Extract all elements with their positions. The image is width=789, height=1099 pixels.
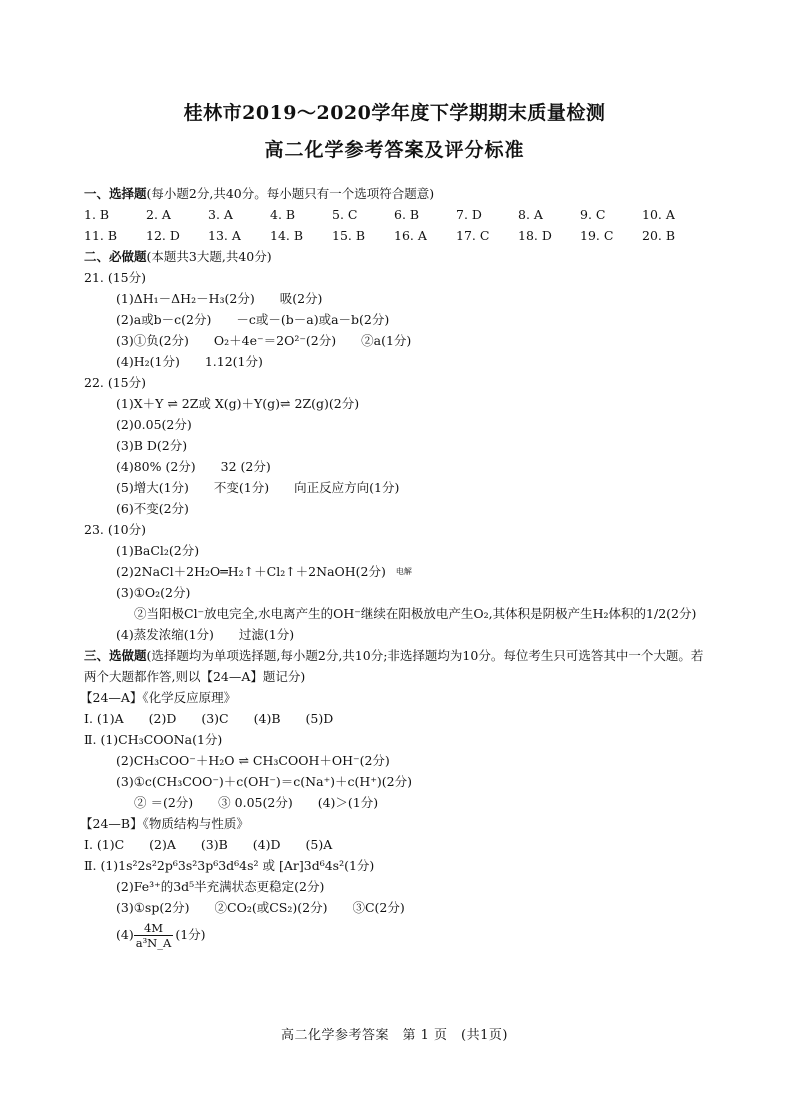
q22-answer-2: (2)0.05(2分)	[116, 417, 192, 432]
fraction-denominator: a³N_A	[135, 936, 172, 950]
electrolysis-condition: 电解	[395, 567, 412, 576]
mc-answer: 2. A	[146, 207, 171, 222]
q21-answer-1: (1)ΔH₁－ΔH₂－H₃(2分) 吸(2分)	[116, 291, 323, 306]
section2-heading: 二、必做题	[84, 249, 147, 264]
mc-answer: 3. A	[208, 207, 233, 222]
mc-answer: 18. D	[518, 228, 552, 243]
q23-answer-5: (4)蒸发浓缩(1分) 过滤(1分)	[116, 627, 295, 642]
section3-heading-block	[84, 645, 709, 687]
mc-answer: 13. A	[208, 228, 241, 243]
fraction	[134, 921, 174, 950]
page-footer: 高二化学参考答案 第 1 页 (共1页)	[281, 1028, 508, 1043]
elective-b-answer-3: (2)Fe³⁺的3d⁵半充满状态更稳定(2分)	[116, 879, 325, 894]
q22-answer-1: (1)X＋Y ⇌ 2Z或 X(g)＋Y(g)⇌ 2Z(g)(2分)	[116, 396, 360, 411]
elective-b-answer-4: (3)①sp(2分) ②CO₂(或CS₂)(2分) ③C(2分)	[116, 900, 405, 915]
mc-answer: 10. A	[642, 207, 675, 222]
q21-answer-3: (3)①负(2分) O₂＋4e⁻＝2O²⁻(2分) ②a(1分)	[116, 333, 412, 348]
elective-b-answer-2: Ⅱ. (1)1s²2s²2p⁶3s²3p⁶3d⁶4s² 或 [Ar]3d⁶4s²(1分)	[84, 858, 375, 873]
q21-label: 21. (15分)	[84, 270, 147, 285]
mc-answer: 1. B	[84, 207, 110, 222]
elective-a-title: 【24—A】《化学反应原理》	[80, 690, 237, 705]
mc-row-1	[84, 204, 714, 225]
section1-note: (每小题2分,共40分。每小题只有一个选项符合题意)	[146, 186, 435, 201]
mc-answer: 12. D	[146, 228, 180, 243]
q22-answer-6: (6)不变(2分)	[116, 501, 189, 516]
mc-answer: 17. C	[456, 228, 490, 243]
section2-note: (本题共3大题,共40分)	[146, 249, 272, 264]
q22-answer-5: (5)增大(1分) 不变(1分) 向正反应方向(1分)	[116, 480, 400, 495]
q21-answer-2: (2)a或b－c(2分) －c或－(b－a)或a－b(2分)	[116, 312, 390, 327]
mc-row-2	[84, 225, 714, 246]
elective-b-title: 【24—B】《物质结构与性质》	[80, 816, 249, 831]
answer-body	[80, 183, 714, 952]
elective-a-answer-5: ② ＝(2分) ③ 0.05(2分) (4)＞(1分)	[134, 795, 379, 810]
q23-answer-4: ②当阳极Cl⁻放电完全,水电离产生的OH⁻继续在阳极放电产生O₂,其体积是阴极产生H₂体积的1/2(2分)	[134, 606, 697, 621]
mc-answer: 8. A	[518, 207, 543, 222]
mc-answer: 5. C	[332, 207, 358, 222]
elective-a-answer-1: Ⅰ. (1)A (2)D (3)C (4)B (5)D	[84, 711, 334, 726]
elective-a-answer-4: (3)①c(CH₃COO⁻)＋c(OH⁻)＝c(Na⁺)＋c(H⁺)(2分)	[116, 774, 413, 789]
fraction-numerator: 4M	[134, 921, 174, 936]
mc-answer: 19. C	[580, 228, 614, 243]
q23-equation: (2)2NaCl＋2H₂O═H₂↑＋Cl₂↑＋2NaOH(2分)	[116, 564, 386, 579]
q23-label: 23. (10分)	[84, 522, 147, 537]
q23-answer-3: (3)①O₂(2分)	[116, 585, 191, 600]
section2-heading-line	[84, 246, 714, 267]
elective-b-answer-5	[84, 918, 714, 952]
q21-answer-4: (4)H₂(1分) 1.12(1分)	[116, 354, 263, 369]
q22-label: 22. (15分)	[84, 375, 147, 390]
mc-answer: 7. D	[456, 207, 482, 222]
elective-a-answer-2: Ⅱ. (1)CH₃COONa(1分)	[84, 732, 223, 747]
q23-answer-1: (1)BaCl₂(2分)	[116, 543, 200, 558]
mc-answer: 4. B	[270, 207, 296, 222]
mc-answer: 16. A	[394, 228, 427, 243]
section3-heading: 三、选做题	[84, 648, 147, 663]
mc-answer: 9. C	[580, 207, 606, 222]
section1-heading: 一、选择题	[84, 186, 147, 201]
mc-answer: 15. B	[332, 228, 366, 243]
mc-answer: 6. B	[394, 207, 420, 222]
mc-answer: 20. B	[642, 228, 676, 243]
elective-b-answer-1: Ⅰ. (1)C (2)A (3)B (4)D (5)A	[84, 837, 333, 852]
answer-prefix: (4)	[116, 927, 134, 942]
mc-answer: 14. B	[270, 228, 304, 243]
section1-heading-line	[84, 183, 714, 204]
mc-answer: 11. B	[84, 228, 118, 243]
q22-answer-3: (3)B D(2分)	[116, 438, 188, 453]
q22-answer-4: (4)80% (2分) 32 (2分)	[116, 459, 271, 474]
section3-note: (选择题均为单项选择题,每小题2分,共10分;非选择题均为10分。每位考生只可选答其中一个大题。若两个大题都作答,则以【24—A】题记分)	[84, 648, 704, 684]
elective-a-answer-3: (2)CH₃COO⁻＋H₂O ⇌ CH₃COOH＋OH⁻(2分)	[116, 753, 390, 768]
answer-score: (1分)	[175, 927, 206, 942]
q23-answer-2	[84, 561, 714, 582]
document-title: 桂林市2019～2020学年度下学期期末质量检测	[183, 102, 606, 124]
document-subtitle: 高二化学参考答案及评分标准	[264, 139, 525, 161]
